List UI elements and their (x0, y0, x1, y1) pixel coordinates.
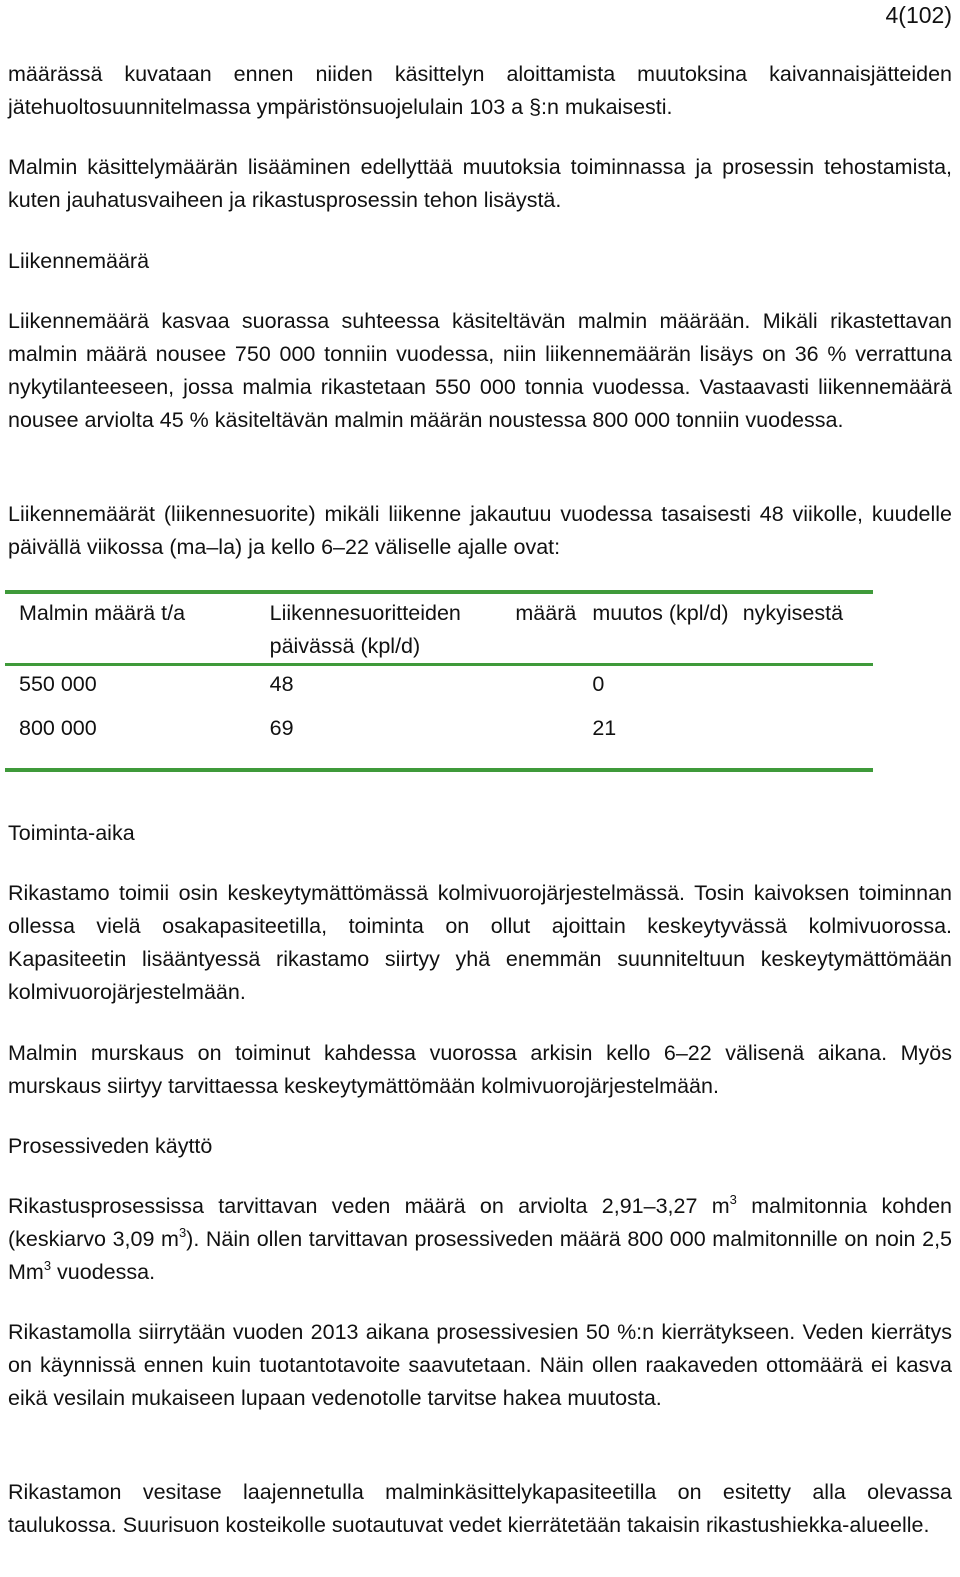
paragraph-water-balance: Rikastamon vesitase laajennetulla malminkäsittelykapasiteetilla on esitetty alla olevassa taulukossa. Suurisuon kosteikolle suotautuvat vedet kierrätetään takaisin rikastushiekka-alueelle. (8, 1480, 952, 1537)
table-header-cell: Malmin määrä t/a (5, 592, 270, 665)
table-cell: 0 (592, 665, 742, 711)
paragraph-crushing: Malmin murskaus on toiminut kahdessa vuorossa arkisin kello 6–22 välisenä aikana. Myös murskaus siirtyy tarvittaessa keskeytymättömään kolmivuorojärjestelmään. (8, 1041, 952, 1098)
table-header-cell: nykyisestä (743, 592, 873, 665)
paragraph-processing: Malmin käsittelymäärän lisääminen edellyttää muutoksia toiminnassa ja prosessin tehostamista, kuten jauhatusvaiheen ja rikastusprosessin tehon lisäystä. (8, 155, 952, 212)
table-cell (743, 665, 873, 711)
text-segment: ). Näin ollen tarvittavan prosessiveden määrä 800 000 malmitonnille on noin 2,5 Mm (8, 1227, 953, 1284)
paragraph-traffic-distribution: Liikennemäärät (liikennesuorite) mikäli liikenne jakautuu vuodessa tasaisesti 48 viikolle, kuudelle päivällä viikossa (ma–la) ja kello 6–22 väliselle ajalle ovat: (8, 502, 952, 559)
table-cell: 48 (270, 665, 593, 711)
superscript: 3 (43, 1258, 52, 1273)
page-number: 4(102) (885, 2, 952, 28)
superscript: 3 (729, 1192, 737, 1207)
table-row (5, 710, 873, 770)
paragraph-water-amount (8, 1190, 952, 1289)
paragraph-traffic-volume: Liikennemäärä kasvaa suorassa suhteessa käsiteltävän malmin määrään. Mikäli rikastettavan malmin määrä nousee 750 000 tonniin vuodessa, niin liikennemäärän lisäys on 36 % verrattuna nykytilanteeseen, jossa malmia rikastetaan 550 000 tonnia vuodessa. Vastaavasti liikennemäärä nousee arviolta 45 % käsiteltävän malmin määrän noustessa 800 000 tonniin vuodessa. (8, 309, 952, 432)
heading-traffic: Liikennemäärä (8, 249, 150, 273)
text-segment: vuodessa. (51, 1260, 156, 1284)
table-header-row (5, 592, 873, 665)
traffic-table (5, 590, 873, 772)
text-segment: malmitonnia kohden (keskiarvo 3,09 m (8, 1194, 952, 1251)
text-segment: Rikastusprosessissa tarvittavan veden määrä on arviolta 2,91–3,27 m (8, 1194, 730, 1218)
paragraph-water-recycling: Rikastamolla siirrytään vuoden 2013 aikana prosessivesien 50 %:n kierrätykseen. Veden kierrätys on käynnissä ennen kuin tuotantotavoite saavutetaan. Näin ollen raakaveden ottomäärä ei kasva eikä vesilain mukaiseen lupaan vedenotolle tarvitse hakea muutosta. (8, 1320, 952, 1410)
table-cell: 550 000 (5, 665, 270, 711)
heading-process-water: Prosessiveden käyttö (8, 1134, 213, 1158)
paragraph-intro: määrässä kuvataan ennen niiden käsittelyn aloittamista muutoksina kaivannaisjätteiden jätehuoltosuunnitelmassa ympäristönsuojelulain 103 a §:n mukaisesti. (8, 62, 952, 119)
table-cell (743, 710, 873, 770)
superscript: 3 (178, 1225, 187, 1240)
table-cell: 21 (592, 710, 742, 770)
heading-operating-time: Toiminta-aika (8, 821, 135, 845)
table-row (5, 665, 873, 711)
table-header-cell: muutos (kpl/d) (592, 592, 742, 665)
table-header-cell: Liikennesuoritteiden määrä päivässä (kpl/d) (270, 592, 593, 665)
table-cell: 800 000 (5, 710, 270, 770)
table-cell: 69 (270, 710, 593, 770)
paragraph-shift-system: Rikastamo toimii osin keskeytymättömässä kolmivuorojärjestelmässä. Tosin kaivoksen toiminnan ollessa vielä osakapasiteetilla, toiminta on ollut ajoittain keskeytyvässä kolmivuorossa. Kapasiteetin lisääntyessä rikastamo siirtyy yhä enemmän suunniteltuun keskeytymättömään kolmivuorojärjestelmään. (8, 881, 952, 1004)
